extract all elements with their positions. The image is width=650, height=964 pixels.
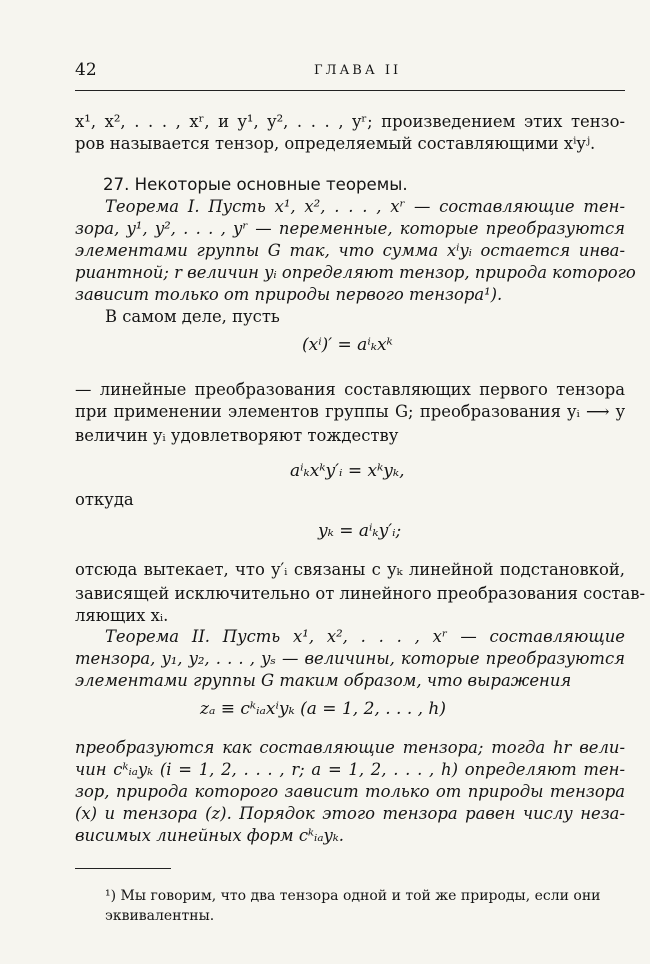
text-line: отсюда вытекает, что y′ᵢ связаны с yₖ линейной подстановкой, <box>75 560 625 579</box>
text-line: висимых линейных форм cᵏᵢₐyₖ. <box>75 826 344 845</box>
text-line: x¹, x², . . . , xʳ, и y¹, y², . . . , yʳ; произведением этих тензо- <box>75 112 625 131</box>
text-line: В самом деле, пусть <box>105 307 280 326</box>
text-line: ляющих xᵢ. <box>75 606 169 625</box>
text-line: элементами группы G таким образом, что выражения <box>75 671 572 690</box>
text-line: зора, y¹, y², . . . , yʳ — переменные, которые преобразуются <box>75 219 625 238</box>
text-line: зависит только от природы первого тензора¹). <box>75 285 503 304</box>
chapter-title: ГЛАВА II <box>314 63 402 78</box>
text-line: зависящей исключительно от линейного преобразования состав- <box>75 584 645 603</box>
text-line: зор, природа которого зависит только от природы тензора <box>75 782 625 801</box>
text-line: преобразуются как составляющие тензора; тогда hr вели- <box>75 738 625 757</box>
footnote: ¹) Мы говорим, что два тензора одной и той же природы, если они эквивалентны. <box>105 888 601 924</box>
text-line: чин cᵏᵢₐyₖ (i = 1, 2, . . . , r; a = 1, 2, . . . , h) определяют тен- <box>75 760 625 779</box>
text-line: — линейные преобразования составляющих первого тензора <box>75 380 625 399</box>
header-rule <box>75 90 625 91</box>
text-line: величин yᵢ удовлетворяют тождеству <box>75 426 399 445</box>
section-heading: 27. Некоторые основные теоремы. <box>103 175 408 194</box>
text-line: откуда <box>75 490 134 509</box>
text-line: тензора, y₁, y₂, . . . , yₛ — величины, которые преобразуются <box>75 649 625 668</box>
text-line: ров называется тензор, определяемый составляющими xⁱyʲ. <box>75 134 596 153</box>
text-line: Теорема II. Пусть x¹, x², . . . , xʳ — составляющие <box>105 627 625 646</box>
text-line: Теорема I. Пусть x¹, x², . . . , xʳ — составляющие тен- <box>105 197 625 216</box>
text-line: при применении элементов группы G; преобразования yᵢ ⟶ y <box>75 402 625 421</box>
text-line: (x) и тензора (z). Порядок этого тензора равен числу неза- <box>75 804 625 823</box>
formula: aⁱₖxᵏy′ᵢ = xᵏyₖ, <box>290 461 405 481</box>
footnote-rule <box>75 868 171 869</box>
text-line: элементами группы G так, что сумма xⁱyᵢ остается инва- <box>75 241 625 260</box>
text-line: риантной; r величин yᵢ определяют тензор, природа которого <box>75 263 636 282</box>
formula: yₖ = aⁱₖy′ᵢ; <box>318 521 402 541</box>
formula: zₐ ≡ cᵏᵢₐxⁱyₖ (a = 1, 2, . . . , h) <box>200 699 447 719</box>
formula: (xⁱ)′ = aⁱₖxᵏ <box>302 335 393 355</box>
page-number: 42 <box>75 60 97 80</box>
